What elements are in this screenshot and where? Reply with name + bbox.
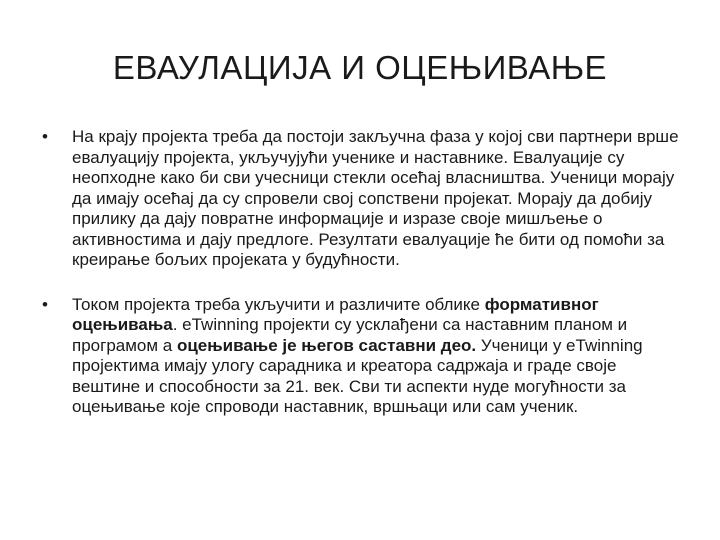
bullet-list <box>36 127 686 442</box>
bullet-item-evaluation <box>36 127 686 271</box>
bullet-item-assessment <box>36 295 686 418</box>
bullet-text-part: Ученици у eTwinning пројектима имају улогу сарадника и креатора садржаја и граде своје вештине и способности за 21. век. Сви ти аспекти нуде могућности за оцењивање које спроводи наставник, вршњаци или сам ученик. <box>72 335 643 416</box>
bullet-marker-icon: • <box>42 294 48 314</box>
bullet-bold-text: формативног оцењивања <box>72 294 599 334</box>
bullet-bold-text: оцењивање је његов саставни део. <box>176 335 477 355</box>
bullet-text-part: Током пројекта треба укључити и различите облике <box>72 294 485 314</box>
bullet-text-part: . eTwinning пројекти су усклађени са наставним планом и програмом а <box>72 315 628 355</box>
bullet-marker-icon: • <box>42 127 48 146</box>
slide-title: ЕВАУЛАЦИЈА И ОЦЕЊИВАЊЕ <box>112 49 608 86</box>
bullet-text: На крају пројекта треба да постоји закључна фаза у којој сви партнери врше евалуацију пројекта, укључујући ученике и наставнике. Евалуације су неопходне како би сви учесници стекли осећај власништва. Ученици морају да имају осећај да су спровели свој сопствени пројекат. Морају да добију прилику да дају повратне информације и изразе своје мишљење о активностима и дају предлоге. Резултати евалуације ће бити од помоћи за креирање бољих пројеката у будућности. <box>72 127 679 269</box>
